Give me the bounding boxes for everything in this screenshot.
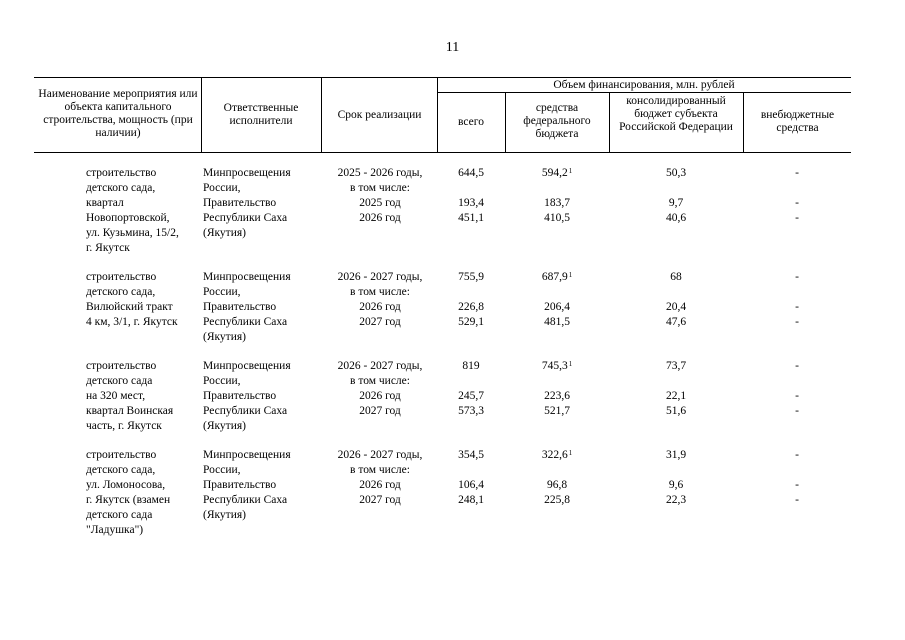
cell-consolidated xyxy=(609,359,743,419)
footnote-marker: 1 xyxy=(568,271,573,279)
cell-line xyxy=(203,404,321,419)
cell-total xyxy=(437,448,505,508)
cell-total xyxy=(437,166,505,226)
cell-text: 755,9 xyxy=(458,271,484,283)
cell-text: детского сада, xyxy=(86,286,156,298)
cell-line xyxy=(203,285,321,300)
cell-line xyxy=(437,448,505,463)
cell-line xyxy=(322,285,438,300)
header-total: всего xyxy=(458,116,484,128)
cell-text: 594,2 xyxy=(541,167,568,179)
cell-text: 354,5 xyxy=(458,449,484,461)
cell-line xyxy=(322,300,438,315)
cell-line xyxy=(437,211,505,226)
cell-line xyxy=(86,508,201,523)
cell-text: квартал xyxy=(86,197,124,209)
cell-line xyxy=(505,478,609,493)
cell-text: 687,9 xyxy=(541,271,568,283)
cell-line xyxy=(86,359,201,374)
cell-line xyxy=(505,196,609,211)
cell-text: 745,3 xyxy=(541,360,568,372)
cell-text: Вилюйский тракт xyxy=(86,301,173,313)
cell-text: 2026 год xyxy=(359,390,401,402)
cell-line xyxy=(322,478,438,493)
header-term: Срок реализации xyxy=(337,109,422,121)
cell-text: Правительство xyxy=(203,301,277,313)
cell-line xyxy=(86,196,201,211)
cell-line xyxy=(437,166,505,181)
cell-text: Минпросвещения xyxy=(203,360,291,372)
cell-text: 68 xyxy=(670,271,682,283)
cell-line xyxy=(609,478,743,493)
cell-line xyxy=(322,448,438,463)
cell-text: 183,7 xyxy=(544,197,570,209)
blank-line xyxy=(609,285,743,300)
header-federal: средства федерального бюджета xyxy=(523,102,591,140)
blank-line xyxy=(609,181,743,196)
column-divider xyxy=(609,92,610,152)
cell-line xyxy=(203,448,321,463)
cell-line xyxy=(322,359,438,374)
blank-line xyxy=(744,463,850,478)
cell-line xyxy=(86,404,201,419)
cell-text: в том числе: xyxy=(350,464,410,476)
column-divider xyxy=(201,77,202,152)
cell-line xyxy=(203,508,321,523)
cell-text: ул. Кузьмина, 15/2, xyxy=(86,227,179,239)
cell-text: 106,4 xyxy=(458,479,484,491)
cell-text: ул. Ломоносова, xyxy=(86,479,166,491)
cell-extra xyxy=(744,270,850,330)
cell-line xyxy=(744,315,850,330)
cell-text: Республики Саха xyxy=(203,212,288,224)
cell-name xyxy=(86,359,201,434)
cell-text: 50,3 xyxy=(665,167,687,179)
cell-line xyxy=(86,285,201,300)
cell-line xyxy=(322,315,438,330)
cell-text: 96,8 xyxy=(546,479,568,491)
cell-extra xyxy=(744,166,850,226)
cell-line xyxy=(744,389,850,404)
cell-term xyxy=(322,270,438,330)
cell-text: - xyxy=(795,479,799,491)
cell-consolidated xyxy=(609,448,743,508)
cell-text: 2025 год xyxy=(359,197,401,209)
header-executors: Ответственные исполнители xyxy=(223,102,299,127)
cell-text: Правительство xyxy=(203,479,277,491)
cell-line xyxy=(322,463,438,478)
cell-text: 225,8 xyxy=(544,494,570,506)
cell-line xyxy=(744,448,850,463)
footnote-marker: 1 xyxy=(568,449,573,457)
cell-text: - xyxy=(795,301,799,313)
cell-text: 2026 год xyxy=(359,479,401,491)
cell-text: в том числе: xyxy=(350,375,410,387)
cell-text: Минпросвещения xyxy=(203,449,291,461)
cell-text: 2027 год xyxy=(359,316,401,328)
blank-line xyxy=(505,285,609,300)
cell-consolidated xyxy=(609,270,743,330)
cell-text: Правительство xyxy=(203,390,277,402)
cell-line xyxy=(86,226,201,241)
cell-line xyxy=(744,196,850,211)
cell-line xyxy=(322,196,438,211)
cell-line xyxy=(86,389,201,404)
cell-text: Минпросвещения xyxy=(203,271,291,283)
cell-line xyxy=(505,300,609,315)
cell-federal xyxy=(505,166,609,226)
cell-total xyxy=(437,270,505,330)
financing-subheader-border xyxy=(437,92,851,93)
cell-line xyxy=(609,404,743,419)
cell-text: 481,5 xyxy=(544,316,570,328)
cell-text: 2026 - 2027 годы, xyxy=(337,271,423,283)
cell-text: 9,7 xyxy=(668,197,684,209)
cell-text: - xyxy=(795,316,799,328)
cell-extra xyxy=(744,359,850,419)
cell-text: 47,6 xyxy=(665,316,687,328)
cell-text: 573,3 xyxy=(458,405,484,417)
cell-line xyxy=(322,404,438,419)
cell-line xyxy=(609,166,743,181)
cell-text: строительство xyxy=(86,271,157,283)
cell-text: 2026 год xyxy=(359,301,401,313)
cell-text: 20,4 xyxy=(665,301,687,313)
cell-text: 9,6 xyxy=(668,479,684,491)
cell-executors xyxy=(203,359,321,434)
blank-line xyxy=(744,181,850,196)
cell-text: - xyxy=(795,271,799,283)
cell-line xyxy=(505,359,609,374)
cell-line xyxy=(505,166,609,181)
cell-text: 245,7 xyxy=(458,390,484,402)
cell-text: - xyxy=(795,405,799,417)
cell-text: детского сада, xyxy=(86,464,156,476)
cell-line xyxy=(609,389,743,404)
cell-total xyxy=(437,359,505,419)
header-consolidated: консолидированный бюджет субъекта Российской Федерации xyxy=(619,95,733,133)
cell-text: в том числе: xyxy=(350,286,410,298)
cell-line xyxy=(203,330,321,345)
cell-text: квартал Воинская xyxy=(86,405,174,417)
cell-text: 2027 год xyxy=(359,405,401,417)
cell-text: детского сада xyxy=(86,509,153,521)
cell-text: (Якутия) xyxy=(203,420,246,432)
cell-federal xyxy=(505,359,609,419)
cell-line xyxy=(203,270,321,285)
cell-text: Республики Саха xyxy=(203,316,288,328)
blank-line xyxy=(744,374,850,389)
cell-line xyxy=(437,359,505,374)
cell-line xyxy=(203,315,321,330)
cell-text: 521,7 xyxy=(544,405,570,417)
cell-term xyxy=(322,448,438,508)
cell-text: - xyxy=(795,360,799,372)
cell-line xyxy=(203,389,321,404)
cell-text: России, xyxy=(203,286,241,298)
cell-text: России, xyxy=(203,182,241,194)
cell-line xyxy=(86,448,201,463)
cell-line xyxy=(203,166,321,181)
cell-text: строительство xyxy=(86,449,157,461)
cell-name xyxy=(86,166,201,256)
cell-line xyxy=(505,404,609,419)
cell-line xyxy=(86,300,201,315)
cell-text: 819 xyxy=(462,360,480,372)
cell-text: 193,4 xyxy=(458,197,484,209)
cell-line xyxy=(744,359,850,374)
cell-text: 223,6 xyxy=(544,390,570,402)
cell-line xyxy=(744,166,850,181)
cell-line xyxy=(86,241,201,256)
cell-executors xyxy=(203,270,321,345)
cell-text: (Якутия) xyxy=(203,331,246,343)
cell-line xyxy=(744,493,850,508)
blank-line xyxy=(609,463,743,478)
cell-text: 529,1 xyxy=(458,316,484,328)
cell-line xyxy=(437,493,505,508)
cell-line xyxy=(609,493,743,508)
cell-text: России, xyxy=(203,375,241,387)
cell-line xyxy=(437,404,505,419)
cell-line xyxy=(203,181,321,196)
cell-line xyxy=(86,419,201,434)
cell-federal xyxy=(505,448,609,508)
column-divider xyxy=(743,92,744,152)
table-top-border xyxy=(34,77,851,78)
cell-extra xyxy=(744,448,850,508)
cell-line xyxy=(86,181,201,196)
cell-line xyxy=(505,493,609,508)
cell-line xyxy=(86,211,201,226)
cell-line xyxy=(505,448,609,463)
cell-line xyxy=(203,478,321,493)
cell-line xyxy=(86,270,201,285)
cell-text: детского сада xyxy=(86,375,153,387)
cell-line xyxy=(609,211,743,226)
cell-text: 644,5 xyxy=(458,167,484,179)
cell-text: 410,5 xyxy=(544,212,570,224)
cell-line xyxy=(744,404,850,419)
cell-text: (Якутия) xyxy=(203,227,246,239)
cell-executors xyxy=(203,448,321,523)
cell-line xyxy=(322,270,438,285)
cell-line xyxy=(322,211,438,226)
cell-text: 322,6 xyxy=(541,449,568,461)
cell-line xyxy=(322,374,438,389)
blank-line xyxy=(744,285,850,300)
footnote-marker: 1 xyxy=(568,167,573,175)
cell-text: Правительство xyxy=(203,197,277,209)
cell-line xyxy=(437,315,505,330)
cell-line xyxy=(322,166,438,181)
footnote-marker: 1 xyxy=(568,360,573,368)
cell-text: - xyxy=(795,167,799,179)
cell-text: 4 км, 3/1, г. Якутск xyxy=(86,316,178,328)
cell-text: 2027 год xyxy=(359,494,401,506)
page-number: 11 xyxy=(445,40,460,55)
cell-line xyxy=(609,300,743,315)
table-header-bottom-border xyxy=(34,152,851,153)
cell-name xyxy=(86,448,201,538)
cell-text: 206,4 xyxy=(544,301,570,313)
cell-line xyxy=(609,448,743,463)
cell-text: - xyxy=(795,197,799,209)
cell-line xyxy=(609,315,743,330)
column-divider xyxy=(505,92,506,152)
cell-line xyxy=(505,211,609,226)
blank-line xyxy=(505,181,609,196)
cell-text: - xyxy=(795,449,799,461)
cell-line xyxy=(744,211,850,226)
cell-line xyxy=(322,181,438,196)
cell-text: строительство xyxy=(86,360,157,372)
blank-line xyxy=(437,463,505,478)
cell-text: 31,9 xyxy=(665,449,687,461)
cell-line xyxy=(203,300,321,315)
blank-line xyxy=(609,374,743,389)
blank-line xyxy=(437,285,505,300)
cell-text: Республики Саха xyxy=(203,405,288,417)
cell-text: - xyxy=(795,390,799,402)
cell-text: 451,1 xyxy=(458,212,484,224)
cell-text: часть, г. Якутск xyxy=(86,420,162,432)
cell-text: 248,1 xyxy=(458,494,484,506)
cell-consolidated xyxy=(609,166,743,226)
cell-line xyxy=(203,226,321,241)
cell-executors xyxy=(203,166,321,241)
cell-text: 2026 год xyxy=(359,212,401,224)
cell-line xyxy=(203,463,321,478)
blank-line xyxy=(437,374,505,389)
cell-line xyxy=(322,389,438,404)
cell-line xyxy=(86,463,201,478)
cell-line xyxy=(86,374,201,389)
cell-line xyxy=(203,196,321,211)
cell-line xyxy=(86,478,201,493)
cell-line xyxy=(203,493,321,508)
cell-line xyxy=(437,478,505,493)
cell-text: России, xyxy=(203,464,241,476)
cell-line xyxy=(86,493,201,508)
cell-name xyxy=(86,270,201,330)
cell-text: на 320 мест, xyxy=(86,390,146,402)
cell-text: 40,6 xyxy=(665,212,687,224)
cell-line xyxy=(505,315,609,330)
cell-line xyxy=(609,270,743,285)
cell-text: г. Якутск (взамен xyxy=(86,494,171,506)
cell-text: 2026 - 2027 годы, xyxy=(337,360,423,372)
cell-line xyxy=(437,300,505,315)
cell-text: 2026 - 2027 годы, xyxy=(337,449,423,461)
cell-text: Новопортовской, xyxy=(86,212,170,224)
cell-text: 22,3 xyxy=(665,494,687,506)
cell-line xyxy=(437,196,505,211)
cell-line xyxy=(203,211,321,226)
cell-line xyxy=(86,166,201,181)
cell-text: 2025 - 2026 годы, xyxy=(337,167,423,179)
cell-text: детского сада, xyxy=(86,182,156,194)
cell-text: 226,8 xyxy=(458,301,484,313)
cell-line xyxy=(744,270,850,285)
cell-text: - xyxy=(795,494,799,506)
blank-line xyxy=(437,181,505,196)
cell-text: (Якутия) xyxy=(203,509,246,521)
cell-line xyxy=(86,523,201,538)
blank-line xyxy=(505,374,609,389)
cell-line xyxy=(203,374,321,389)
header-extra: внебюджетные средства xyxy=(760,109,835,134)
cell-line xyxy=(744,300,850,315)
cell-line xyxy=(437,389,505,404)
cell-text: 73,7 xyxy=(665,360,687,372)
header-financing: Объем финансирования, млн. рублей xyxy=(553,79,735,91)
cell-line xyxy=(744,478,850,493)
cell-line xyxy=(505,389,609,404)
cell-line xyxy=(203,359,321,374)
cell-line xyxy=(86,315,201,330)
cell-text: Республики Саха xyxy=(203,494,288,506)
cell-line xyxy=(609,196,743,211)
cell-line xyxy=(322,493,438,508)
cell-text: в том числе: xyxy=(350,182,410,194)
cell-term xyxy=(322,359,438,419)
cell-text: строительство xyxy=(86,167,157,179)
cell-line xyxy=(203,419,321,434)
cell-text: Минпросвещения xyxy=(203,167,291,179)
cell-line xyxy=(505,270,609,285)
cell-text: "Ладушка") xyxy=(86,524,144,536)
cell-line xyxy=(609,359,743,374)
cell-text: 22,1 xyxy=(665,390,687,402)
cell-line xyxy=(437,270,505,285)
cell-term xyxy=(322,166,438,226)
cell-federal xyxy=(505,270,609,330)
cell-text: - xyxy=(795,212,799,224)
cell-text: г. Якутск xyxy=(86,242,130,254)
cell-text: 51,6 xyxy=(665,405,687,417)
header-name: Наименование мероприятия или объекта капитального строительства, мощность (при наличии) xyxy=(38,88,198,139)
blank-line xyxy=(505,463,609,478)
